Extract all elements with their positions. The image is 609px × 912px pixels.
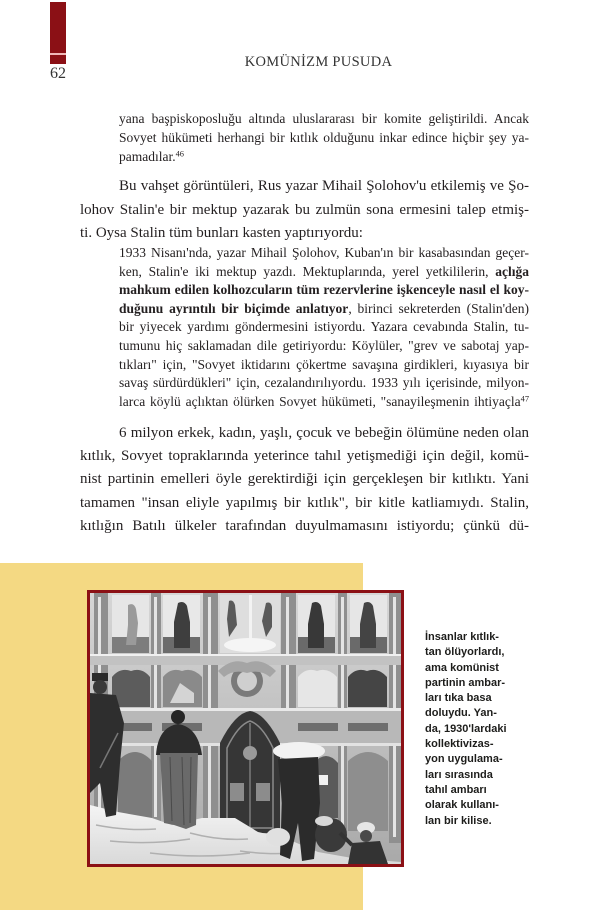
page-number: 62	[50, 65, 66, 82]
caption-line: partinin ambar-	[425, 676, 506, 689]
text-line: ti. Oysa Stalin tüm bunları kasten yaptırıyordu:	[80, 225, 363, 241]
text-line: nist partinin emelleri öyle gerektirdiği için gerçekleşen bir kıtlıktı. Yani	[80, 471, 529, 488]
cornice-highlight	[90, 654, 401, 656]
notice-sign	[318, 775, 328, 785]
text-line: 1933 Nisanı'nda, yazar Mihail Şolohov, Kuban'ın bir kasabasından geçer-	[119, 245, 529, 260]
frieze-panel	[348, 723, 388, 731]
caption-line: İnsanlar kıtlık-	[425, 631, 499, 643]
figure-caption	[425, 630, 595, 829]
head	[171, 710, 185, 724]
arched-icon	[298, 670, 337, 707]
head	[93, 680, 107, 694]
text-line: kıtlığın Batılı ülkeler tarafından duyulmamasını istiyordu; çünkü dü-	[80, 517, 529, 534]
emphasis-segment: duğunu ayrıntılı bir biçimde anlatıyor	[119, 300, 349, 316]
text-line: kıtlık, Sovyet topraklarında yeterince tahıl yetişmediği için değil, komü-	[80, 448, 529, 465]
text-line: yana başpiskoposluğu altında uluslararası bir komite geliştirildi. Ancak	[119, 111, 529, 126]
text-line: savaş sürdürdükleri" için, cezalandırılıyordu. 1933 yılı içerisinde, milyon-	[119, 375, 529, 391]
cloth	[160, 753, 198, 829]
caption-line: yon uygulama-	[425, 753, 503, 766]
text-line: tıkları" için, "Sovyet iktidarını çökertme savaşına girdikleri, kıyasıya bir	[119, 356, 529, 372]
door-icon	[230, 783, 244, 801]
text-segment: , birinci sekreterden (Stalin'den)	[348, 300, 530, 316]
text-line: lohov Stalin'e bir mektup yazarak bu zulmün sona ermesini talep etmiş-	[80, 201, 529, 218]
text-segment: ken, Stalin'e iki mektup yazdı. Mektuplarında, yerel yetkililerin,	[119, 263, 496, 279]
frieze-highlight	[90, 708, 401, 711]
arched-icon	[348, 670, 387, 707]
text-line: Bu vahşet görüntüleri, Rus yazar Mihail Şolohov'u etkilemiş ve Şo-	[119, 178, 529, 194]
medallion-center	[237, 671, 257, 691]
lower-arch	[118, 752, 152, 818]
caption-line: tahıl ambarı	[425, 783, 487, 796]
caption-line: ları sırasında	[425, 768, 493, 781]
column-highlight	[154, 597, 157, 817]
royal-doors	[220, 711, 280, 833]
text-segment: pamadılar.	[119, 149, 176, 164]
door-ornament	[243, 746, 257, 760]
lower-arch	[348, 752, 388, 831]
caption-line: kollektivizas-	[425, 738, 494, 751]
cloud	[224, 638, 276, 652]
text-line: Sovyet hükümeti herhangi bir kıtlık olduğunu inkar edince hiçbir şey ya-	[119, 130, 529, 145]
block-quote	[119, 244, 529, 411]
caption-line: tan ölüyorlardı,	[425, 646, 505, 659]
emphasis-segment: açlığa	[495, 263, 529, 279]
text-line: 6 milyon erkek, kadın, yaşlı, çocuk ve bebeğin ölümüne neden olan	[119, 425, 529, 441]
white-bundle	[266, 828, 290, 846]
running-title: KOMÜNİZM PUSUDA	[244, 54, 393, 70]
caption-line: ama komünist	[425, 661, 499, 674]
text-line: tumunu hiç saklamadan dile getiriyordu: Köylüler, "grev ve sabotaj yap-	[119, 337, 529, 353]
caption-line: doluydu. Yan-	[425, 707, 497, 720]
emphasis-segment: mahkum edilen kolhozcuların tüm rezervlerine işkenceyle nasıl el koy-	[119, 282, 529, 298]
text-line	[119, 300, 529, 319]
page-marker-bar	[50, 2, 66, 64]
caption-line: lan bir kilise.	[425, 814, 492, 827]
page-marker-stripe	[50, 53, 66, 55]
footnote-ref-47: 47	[520, 394, 529, 404]
door-icon	[256, 783, 270, 801]
frieze-panel	[298, 723, 338, 731]
bundle	[315, 816, 333, 826]
caption-line: olarak kullanı-	[425, 799, 499, 812]
intro-continuation	[119, 109, 529, 166]
caption-line: ları tıka basa	[425, 692, 492, 705]
caption-line: da, 1930'lardaki	[425, 722, 507, 735]
paragraph-1	[80, 175, 529, 246]
text-segment: larca köylü açlıktan ölürken Sovyet hükümeti, "sanayileşmenin ihtiyaçla	[119, 393, 521, 409]
hat	[92, 673, 108, 681]
text-line	[119, 281, 529, 300]
head	[360, 830, 372, 842]
text-line: tamamen "insan eliyle yapılmış bir kıtlık", bir kitle katliamıydı. Stalin,	[80, 494, 529, 511]
text-line	[119, 147, 529, 166]
photo-church-granary	[87, 590, 404, 867]
text-line	[119, 263, 529, 282]
paragraph-2	[80, 422, 529, 538]
footnote-ref-46: 46	[175, 149, 184, 159]
text-line	[119, 393, 529, 412]
photo-illustration	[90, 593, 401, 864]
text-line: bir yiyecek yardımı göndermesini istiyordu. Yazara cevabında Stalin, tu-	[119, 319, 529, 335]
